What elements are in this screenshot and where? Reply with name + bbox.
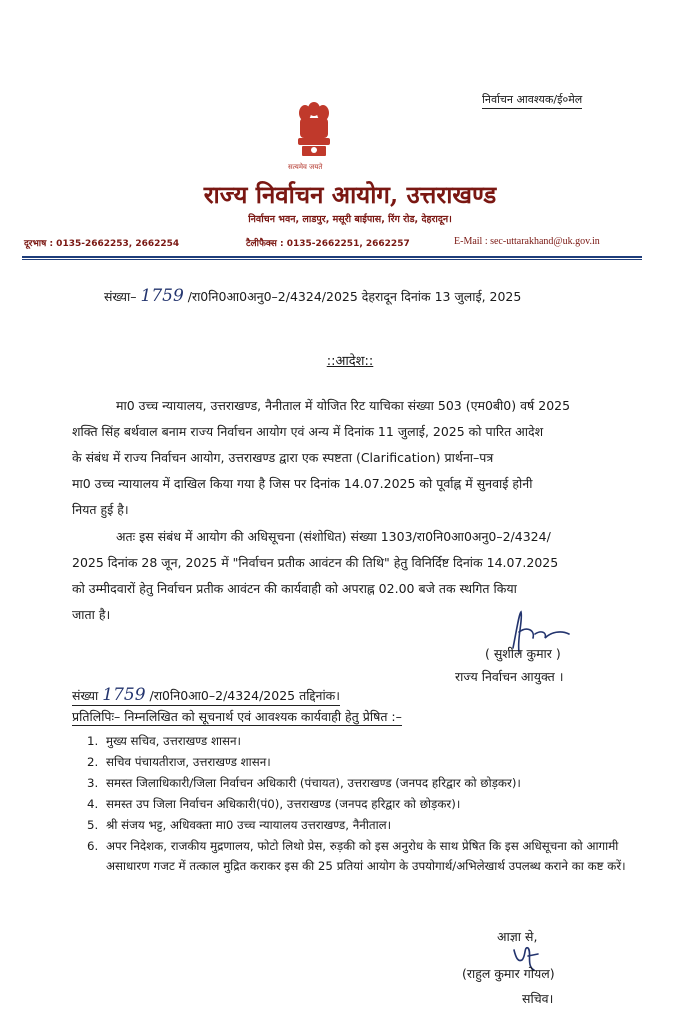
top-right-note: निर्वाचन आवश्यक/ई०मेल [482,92,582,109]
handwritten-reference-number: 1759 [140,286,184,306]
telefax-number: टैलीफैक्स : 0135-2662251, 2662257 [246,239,410,249]
paragraph-line: को उम्मीदवारों हेतु निर्वाचन प्रतीक आवंटन की कार्यवाही को अपराह्न 02.00 बजे तक स्थगित किया [72,581,517,596]
paragraph-line: नियत हुई है। [72,502,129,517]
emblem-motto: सत्यमेव जयते [288,163,323,171]
copy-reference-prefix: संख्या [72,688,99,703]
list-item: 6. अपर निदेशक, राजकीय मुद्रणालय, फोटो लिथो प्रेस, रुड़की को इस अनुरोध के साथ प्रेषित कि इस अधिसूचना को आगामी असाधारण गजट में तत्काल मुद्रित कराकर इस की 25 प्रतियां आयोग के उपयोगार्थ/अभिलेखार्थ उपलब्ध कराने का कष्ट करें। [102,836,642,876]
order-heading: ::आदेश:: [326,354,374,369]
paragraph-line: के संबंध में राज्य निर्वाचन आयोग, उत्तराखण्ड द्वारा एक स्पष्टता (Clarification) प्रार्थना–पत्र [72,450,494,465]
copy-to-heading: प्रतिलिपिः– निम्नलिखित को सूचनार्थ एवं आवश्यक कार्यवाही हेतु प्रेषित :– [72,709,402,724]
phone-number: दूरभाष : 0135-2662253, 2662254 [24,239,180,249]
state-emblem-icon [290,100,338,170]
signatory-1-name: ( सुशील कुमार ) [485,646,561,661]
list-item: 3. समस्त जिलाधिकारी/जिला निर्वाचन अधिकारी (पंचायत), उत्तराखण्ड (जनपद हरिद्वार को छोड़कर)। [102,773,642,793]
list-item: 1. मुख्य सचिव, उत्तराखण्ड शासन। [102,731,642,751]
paragraph-line: अतः इस संबंध में आयोग की अधिसूचना (संशोधित) संख्या 1303/रा0नि0आ0अनु0–2/4324/ [116,529,551,544]
reference-suffix: /रा0नि0आ0अनु0–2/4324/2025 देहरादून दिनांक 13 जुलाई, 2025 [187,289,522,304]
organization-title: राज्य निर्वाचन आयोग, उत्तराखण्ड [203,180,497,209]
signatory-2-name: (राहुल कुमार गोयल) [462,966,555,981]
paragraph-line: जाता है। [72,607,111,622]
organization-address: निर्वाचन भवन, लाडपुर, मसूरी बाईपास, रिंग रोड, देहरादून। [248,214,452,225]
signatory-2-designation: सचिव। [522,991,554,1006]
list-item: 5. श्री संजय भट्ट, अधिवक्ता मा0 उच्च न्यायालय उत्तराखण्ड, नैनीताल। [102,815,642,835]
list-item: 2. सचिव पंचायतीराज, उत्तराखण्ड शासन। [102,752,642,772]
copy-reference-number [72,685,340,706]
reference-number [104,286,521,306]
copy-recipients-list [76,731,642,877]
list-item: 4. समस्त उप जिला निर्वाचन अधिकारी(पं0), उत्तराखण्ड (जनपद हरिद्वार को छोड़कर)। [102,794,642,814]
handwritten-copy-reference-number: 1759 [102,685,146,705]
reference-prefix: संख्या– [104,289,137,304]
order-paragraph-1 [72,393,627,523]
paragraph-line: शक्ति सिंह बर्थवाल बनाम राज्य निर्वाचन आयोग एवं अन्य में दिनांक 11 जुलाई, 2025 को पारित आदेश [72,424,544,439]
by-order-text: आज्ञा से, [497,929,538,944]
email-address: E-Mail : sec-uttarakhand@uk.gov.in [454,236,600,247]
letterhead-rule-thin [22,259,642,260]
signatory-1-designation: राज्य निर्वाचन आयुक्त । [455,669,564,684]
paragraph-line: मा0 उच्च न्यायालय में दाखिल किया गया है जिस पर दिनांक 14.07.2025 को पूर्वाह्न में सुनवाई होनी [72,476,533,491]
paragraph-line: 2025 दिनांक 28 जून, 2025 में "निर्वाचन प्रतीक आवंटन की तिथि" हेतु विनिर्दिष्ट दिनांक 14.07.2025 [72,555,559,570]
paragraph-line: मा0 उच्च न्यायालय, उत्तराखण्ड, नैनीताल में योजित रिट याचिका संख्या 503 (एम0बी0) वर्ष 2025 [116,398,571,413]
copy-reference-suffix: /रा0नि0आ0–2/4324/2025 तद्दिनांक। [149,688,341,703]
letterhead-rule [22,256,642,258]
